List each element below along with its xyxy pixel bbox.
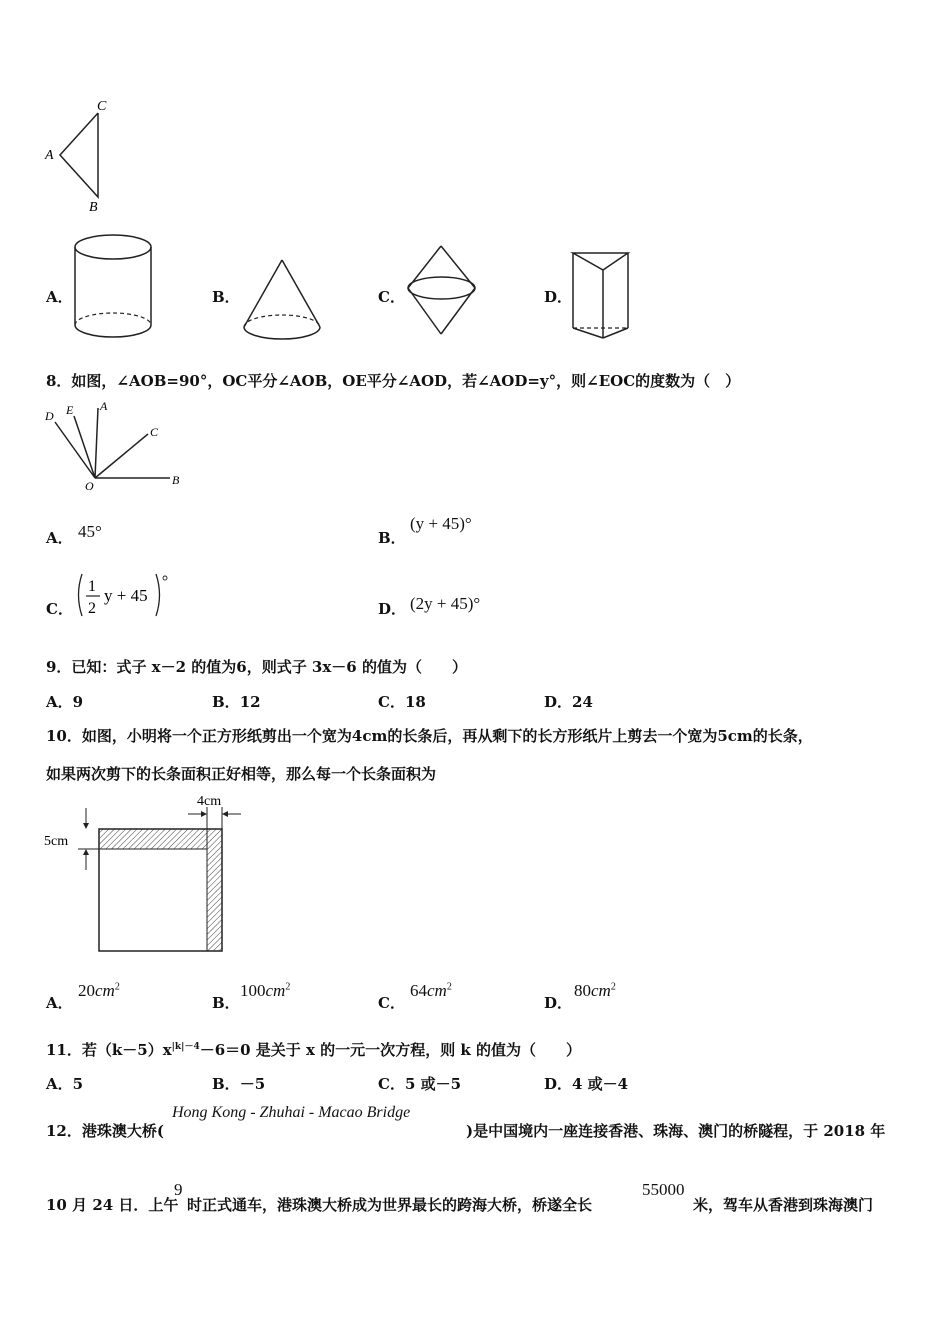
q8-option-b-label[interactable]: B． <box>378 529 406 547</box>
q11-option-b[interactable]: B．－5 <box>212 1075 266 1093</box>
q12-line1-post: )是中国境内一座连接香港、珠海、澳门的桥隧程，于 2018 年 <box>466 1122 886 1140</box>
q10-option-b-value: $100cm^2$ <box>240 981 291 1000</box>
q8-option-d-label[interactable]: D． <box>378 600 407 618</box>
q10-option-a-label[interactable]: A． <box>46 994 73 1012</box>
q9-option-b[interactable]: B．12 <box>212 693 261 711</box>
q10-option-a-value: $20cm^2$ <box>78 981 120 1000</box>
q7-option-c-label[interactable]: C． <box>378 288 405 306</box>
q10-option-d-value: $80cm^2$ <box>574 981 616 1000</box>
q12-line2-a: 10 月 24 日．上午 <box>46 1196 179 1214</box>
triangular-prism-figure <box>568 248 638 343</box>
q10-option-b-label[interactable]: B． <box>212 994 240 1012</box>
q7-option-d-label[interactable]: D． <box>544 288 573 306</box>
q10-line2: 如果两次剪下的长条面积正好相等，那么每一个长条面积为 <box>46 765 437 783</box>
q9-option-d[interactable]: D．24 <box>544 693 593 711</box>
label-a: A <box>45 148 54 163</box>
q9-stem: 9．已知：式子 x－2 的值为6，则式子 3x－6 的值为（ ） <box>46 658 467 676</box>
q11-option-a[interactable]: A．5 <box>46 1075 84 1093</box>
q11-option-c[interactable]: C．5 或－5 <box>378 1075 462 1093</box>
cone-figure <box>238 255 328 350</box>
q12-nine: 9 <box>174 1180 183 1199</box>
q9-option-a[interactable]: A．9 <box>46 693 84 711</box>
q7-option-a-label[interactable]: A． <box>46 288 73 306</box>
vertex-label-o: O <box>85 479 94 493</box>
q11-stem: 11．若$(k-5)x^{|k|-4}-6=0$ 是关于 x 的一元一次方程，则 k 的值为（ ） <box>46 1041 582 1059</box>
width-4cm-label: 4cm <box>197 794 222 809</box>
q11-option-d[interactable]: D．4 或－4 <box>544 1075 629 1093</box>
fraction-numerator: 1 <box>88 578 96 595</box>
ray-label-d: D <box>45 409 54 423</box>
q8-option-b-value: (y + 45)° <box>410 514 472 533</box>
fraction-denominator: 2 <box>88 600 96 617</box>
q8-option-c-label[interactable]: C． <box>46 600 73 618</box>
q8-option-a-value: 45° <box>78 522 102 541</box>
q12-length: 55000 <box>642 1180 685 1199</box>
q10-option-c-value: $64cm^2$ <box>410 981 452 1000</box>
q9-option-c[interactable]: C．18 <box>378 693 426 711</box>
double-cone-figure <box>404 242 484 342</box>
label-c: C <box>97 99 107 114</box>
square-paper-figure <box>40 790 260 960</box>
q12-line2-c: 米，驾车从香港到珠海澳门 <box>693 1196 874 1214</box>
q8-option-d-value: (2y + 45)° <box>410 594 481 613</box>
triangle-abc-figure <box>40 95 120 215</box>
height-5cm-label: 5cm <box>44 834 69 849</box>
ray-label-c: C <box>150 425 159 439</box>
cylinder-figure <box>70 233 160 343</box>
q12-line1-pre: 12．港珠澳大桥( <box>46 1122 164 1140</box>
q8-stem: 8．如图，∠AOB=90°，OC平分∠AOB，OE平分∠AOD，若∠AOD=y°，则∠EOC的度数为（ ） <box>46 372 741 390</box>
q7-option-b-label[interactable]: B． <box>212 288 240 306</box>
q10-option-c-label[interactable]: C． <box>378 994 405 1012</box>
q8-option-c-expression <box>74 570 174 620</box>
ray-label-b: B <box>172 473 180 487</box>
ray-label-a: A <box>100 399 108 413</box>
label-b: B <box>89 200 98 215</box>
q12-english-name: Hong Kong - Zhuhai - Macao Bridge <box>172 1104 411 1121</box>
ray-label-e: E <box>66 403 74 417</box>
q10-option-d-label[interactable]: D． <box>544 994 573 1012</box>
q8-option-a-label[interactable]: A． <box>46 529 73 547</box>
q12-line2-b: 时正式通车，港珠澳大桥成为世界最长的跨海大桥，桥遂全长 <box>187 1196 593 1214</box>
angle-figure <box>40 398 190 498</box>
q10-line1: 10．如图，小明将一个正方形纸剪出一个宽为4cm的长条后，再从剩下的长方形纸片上剪去一个宽为5cm的长条， <box>46 727 813 745</box>
triangle-abc-lines <box>60 113 98 197</box>
q11-exponent: |k|－4 <box>171 1042 200 1052</box>
fraction-rest: y + 45 <box>104 586 148 605</box>
